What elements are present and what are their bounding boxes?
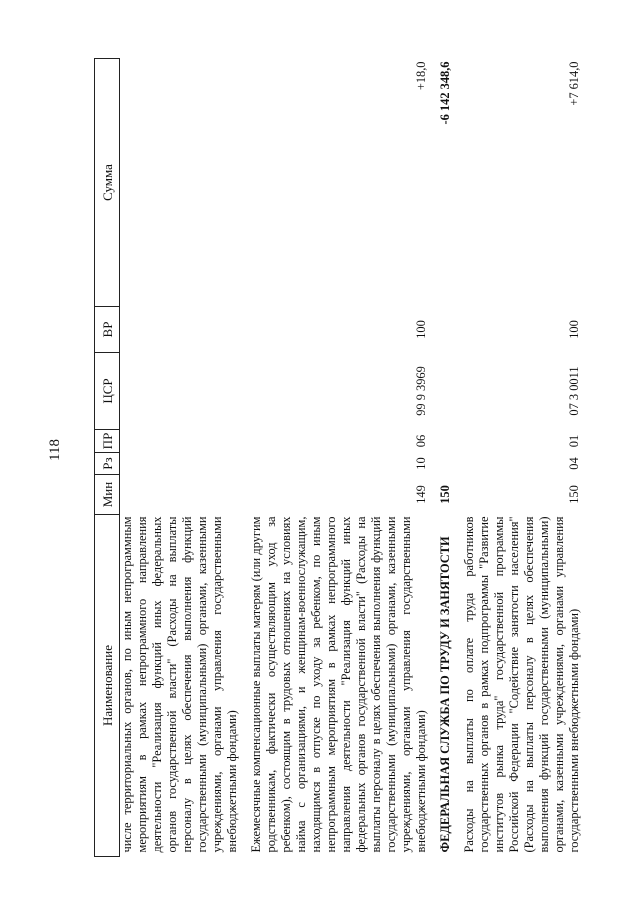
row-vr: 100 bbox=[567, 320, 581, 339]
header-name: Наименование bbox=[95, 515, 120, 857]
row-vr: 100 bbox=[414, 320, 428, 339]
row-csr: 99 9 3969 bbox=[414, 366, 428, 416]
row-vr bbox=[120, 307, 241, 353]
row-vr bbox=[429, 307, 453, 353]
header-pr: ПР bbox=[95, 430, 120, 453]
header-sum: Сумма bbox=[95, 59, 120, 307]
row-sum: +7 614,0 bbox=[567, 61, 581, 106]
row-pr: 06 bbox=[414, 434, 428, 448]
row-name: Ежемесячные компенсационные выплаты матерям (или другим родственникам, фактически осуществляющим уход за ребенком), состоящим в трудовых отношениях на условиях найма с организациями, и женщинам-военнослужащим, находящимся в отпуске по уходу за ребенком, по иным непрограммным мероприятиям в рамках непрограммного направления деятельности "Реализация функций иных федеральных органов государственной власти" (Расходы на выплаты персоналу в целях обеспечения выполнения функций государственными (муниципальными) органами, казенными учреждениями, органами управления государственными внебюджетными фондами) bbox=[249, 516, 428, 853]
row-sum: +18,0 bbox=[414, 61, 428, 91]
row-min: 149 bbox=[414, 485, 428, 504]
row-name: Расходы на выплаты по оплате труда работников государственных органов в рамках подпрограммы "Развитие институтов рынка труда" государственной программы Российской Федерации "Содействие занятости населения" (Расходы на выплаты персоналу в целях обеспечения выполнения функций государственными (муниципальными) органами, казенными учреждениями, органами управления государственными внебюджетными фондами) bbox=[462, 516, 581, 853]
row-sum bbox=[120, 59, 241, 307]
header-min: Мин bbox=[95, 475, 120, 515]
table-header-row bbox=[95, 59, 120, 857]
row-csr bbox=[120, 353, 241, 430]
header-rz: Рз bbox=[95, 453, 120, 475]
table-row bbox=[240, 59, 429, 857]
row-min bbox=[120, 475, 241, 515]
row-csr: 07 3 0011 bbox=[567, 366, 581, 416]
row-rz bbox=[429, 453, 453, 475]
row-name: числе территориальных органов, по иным непрограммным мероприятиям в рамках непрограммного направления деятельности "Реализация функций иных федеральных органов государственной власти" (Расходы на выплаты персоналу в целях обеспечения выполнения функций государственными (муниципальными) органами, казенными учреждениями, органами управления государственными внебюджетными фондами) bbox=[120, 516, 239, 853]
rotated-page-content bbox=[94, 59, 581, 857]
row-min: 150 bbox=[438, 485, 452, 504]
row-sum: -6 142 348,6 bbox=[438, 61, 452, 125]
row-rz: 04 bbox=[567, 457, 581, 470]
row-pr bbox=[120, 430, 241, 453]
row-csr bbox=[429, 353, 453, 430]
row-name: ФЕДЕРАЛЬНАЯ СЛУЖБА ПО ТРУДУ И ЗАНЯТОСТИ bbox=[438, 536, 452, 853]
header-csr: ЦСР bbox=[95, 353, 120, 430]
table-row bbox=[429, 59, 453, 857]
table-row bbox=[120, 59, 241, 857]
table-row bbox=[453, 59, 582, 857]
budget-table bbox=[94, 58, 582, 857]
header-vr: ВР bbox=[95, 307, 120, 353]
row-pr: 01 bbox=[567, 434, 581, 448]
row-pr bbox=[429, 430, 453, 453]
page-number: 118 bbox=[47, 439, 63, 461]
row-rz: 10 bbox=[414, 457, 428, 470]
row-min: 150 bbox=[567, 485, 581, 504]
row-rz bbox=[120, 453, 241, 475]
